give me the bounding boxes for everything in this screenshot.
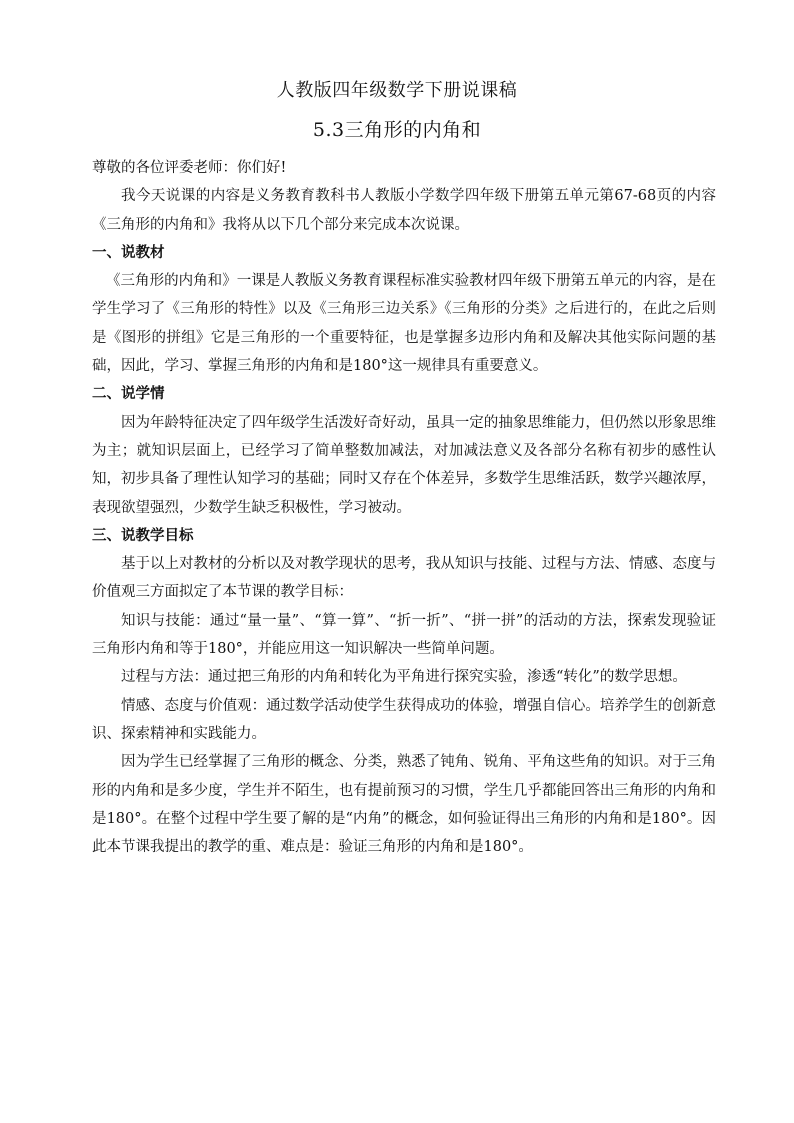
section-heading-students: 二、说学情 xyxy=(92,386,165,403)
key-points-paragraph: 因为学生已经掌握了三角形的概念、分类，熟悉了钝角、锐角、平角这些角的知识。对于三角形的内角和是多少度，学生并不陌生，也有提前预习的习惯，学生几乎都能回答出三角形的内角和是180°。在整个过程中学生要了解的是“内角”的概念，如何验证得出三角形的内角和是180°。因此本节课我提出的教学的重、难点是：验证三角形的内角和是180°。 xyxy=(92,754,716,856)
objective-knowledge-paragraph: 知识与技能：通过“量一量”、“算一算”、“折一折”、“拼一拼”的活动的方法，探索发现验证三角形内角和等于180°，并能应用这一知识解决一些简单问题。 xyxy=(92,612,716,658)
section-heading-objectives: 三、说教学目标 xyxy=(92,527,194,544)
section-heading-textbook: 一、说教材 xyxy=(92,244,165,261)
document-title: 人教版四年级数学下册说课稿 xyxy=(276,80,518,101)
greeting: 尊敬的各位评委老师：你们好! xyxy=(92,160,287,176)
objective-process-paragraph: 过程与方法：通过把三角形的内角和转化为平角进行探究实验，渗透“转化”的数学思想。 xyxy=(121,669,687,686)
objective-attitude-paragraph: 情感、态度与价值观：通过数学活动使学生获得成功的体验，增强自信心。培养学生的创新意识、探索精神和实践能力。 xyxy=(92,697,716,742)
objectives-intro-paragraph: 基于以上对教材的分析以及对教学现状的思考，我从知识与技能、过程与方法、情感、态度与价值观三方面拟定了本节课的教学目标： xyxy=(92,556,716,601)
lesson-title: 5.3三角形的内角和 xyxy=(312,119,482,141)
document-body xyxy=(92,154,716,861)
textbook-paragraph: 《三角形的内角和》一课是人教版义务教育课程标准实验教材四年级下册第五单元的内容，是在学生学习了《三角形的特性》以及《三角形三边关系》《三角形的分类》之后进行的，在此之后则是《图形的拼组》它是三角形的一个重要特征，也是掌握多边形内角和及解决其他实际问题的基础，因此，学习、掌握三角形的内角和是180°这一规律具有重要意义。 xyxy=(92,273,716,375)
students-paragraph: 因为年龄特征决定了四年级学生活泼好奇好动，虽具一定的抽象思维能力，但仍然以形象思维为主；就知识层面上，已经学习了简单整数加减法，对加减法意义及各部分名称有初步的感性认知，初步具备了理性认知学习的基础；同时又存在个体差异，多数学生思维活跃，数学兴趣浓厚，表现欲望强烈，少数学生缺乏积极性，学习被动。 xyxy=(92,414,716,516)
intro-paragraph: 我今天说课的内容是义务教育教科书人教版小学数学四年级下册第五单元第67-68页的内容《三角形的内角和》我将从以下几个部分来完成本次说课。 xyxy=(92,188,716,233)
